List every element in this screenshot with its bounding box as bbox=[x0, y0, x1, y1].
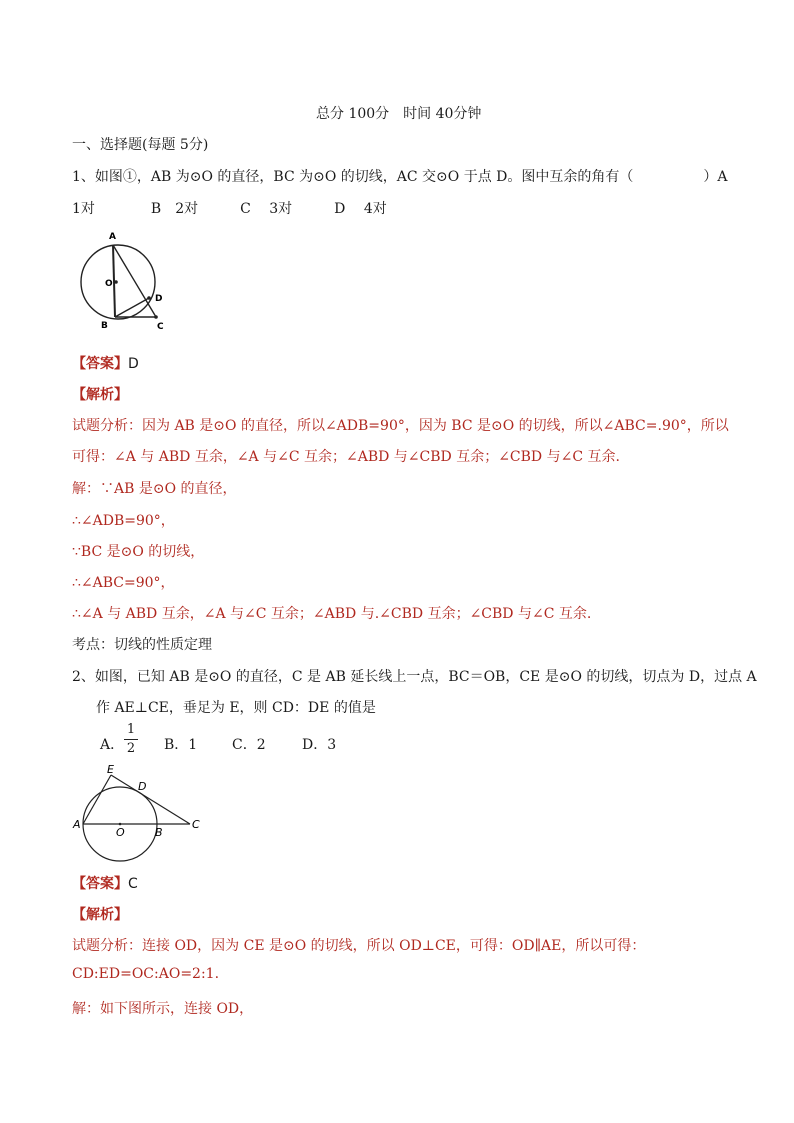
q1-center-point bbox=[114, 280, 118, 284]
q2-label-o: O bbox=[116, 826, 125, 839]
q2-solution-line1: 解：如下图所示，连接 OD， bbox=[72, 1001, 254, 1017]
q2-stem-line2: 作 AE⊥CE，垂足为 E，则 CD：DE 的值是 bbox=[96, 700, 376, 716]
q1-answer-row bbox=[72, 353, 139, 373]
q2-analysis-line1: 试题分析：连接 OD，因为 CE 是⊙O 的切线，所以 OD⊥CE，可得：OD∥AE，所以可得： bbox=[72, 938, 646, 954]
q2-label-b: B bbox=[155, 826, 163, 839]
q2-label-e: E bbox=[107, 763, 114, 776]
q2-answer-row bbox=[72, 873, 138, 893]
page-title: 总分 100分 时间 40分钟 bbox=[316, 106, 482, 122]
q1-point-c bbox=[154, 315, 158, 319]
q1-analysis-line2: 可得：∠A 与 ABD 互余，∠A 与∠C 互余；∠ABD 与∠CBD 互余；∠CBD 与∠C 互余. bbox=[72, 449, 620, 465]
q1-label-b: B bbox=[101, 321, 108, 331]
q1-point-d bbox=[147, 296, 151, 300]
q1-analysis-label: 【解析】 bbox=[72, 387, 128, 403]
q2-fraction-bar bbox=[124, 739, 138, 740]
q2-analysis-label: 【解析】 bbox=[72, 907, 128, 923]
q2-option-a bbox=[100, 734, 124, 754]
q1-kaodian: 考点：切线的性质定理 bbox=[72, 637, 212, 653]
q2-label-d: D bbox=[138, 780, 147, 793]
q2-center-point bbox=[119, 823, 122, 826]
q1-analysis-line1: 试题分析：因为 AB 是⊙O 的直径，所以∠ADB=90°，因为 BC 是⊙O 的切线，所以∠ABC=.90°，所以 bbox=[72, 418, 729, 434]
q1-solution-line: ∴∠A 与 ABD 互余，∠A 与∠C 互余；∠ABD 与.∠CBD 互余；∠CBD 与∠C 互余. bbox=[72, 606, 592, 622]
q2-answer-label: 【答案】 bbox=[72, 876, 128, 892]
q1-solution-line: 解：∵AB 是⊙O 的直径， bbox=[72, 481, 237, 497]
q2-figure bbox=[70, 760, 210, 862]
q1-stem-line2: 1对 B 2对 C 3对 D 4对 bbox=[72, 201, 387, 217]
q2-tangent-ce bbox=[111, 775, 190, 824]
q2-option-a-fraction bbox=[124, 722, 138, 757]
section-title: 一、选择题(每题 5分) bbox=[72, 137, 209, 153]
q1-label-a: A bbox=[109, 232, 116, 242]
q1-answer-label: 【答案】 bbox=[72, 356, 128, 372]
q2-label-a: A bbox=[73, 818, 81, 831]
q2-option-d: D．3 bbox=[302, 737, 337, 753]
q1-stem-line1: 1、如图①，AB 为⊙O 的直径，BC 为⊙O 的切线，AC 交⊙O 于点 D。图中互余的角有（ ）A bbox=[72, 169, 728, 185]
q1-answer-value: D bbox=[128, 356, 139, 372]
q1-label-d: D bbox=[155, 294, 163, 304]
q2-option-b: B．1 bbox=[164, 737, 198, 753]
q2-analysis-line2: CD:ED=OC:AO=2:1. bbox=[72, 966, 220, 982]
q2-label-c: C bbox=[192, 818, 200, 831]
q2-option-a-prefix: A． bbox=[100, 737, 125, 753]
q1-figure bbox=[76, 228, 176, 334]
q2-answer-value: C bbox=[128, 876, 138, 892]
q1-solution-line: ∴∠ADB=90°， bbox=[72, 513, 175, 529]
q2-line-ae bbox=[83, 775, 111, 824]
q1-solution-line: ∴∠ABC=90°， bbox=[72, 575, 175, 591]
q2-option-c: C．2 bbox=[232, 737, 266, 753]
q1-circle bbox=[81, 245, 155, 319]
q1-solution-line: ∵BC 是⊙O 的切线， bbox=[72, 544, 205, 560]
q2-stem-line1: 2、如图，已知 AB 是⊙O 的直径，C 是 AB 延长线上一点，BC＝OB，CE 是⊙O 的切线，切点为 D，过点 A bbox=[72, 669, 757, 685]
q1-label-o: O bbox=[105, 279, 113, 289]
q2-fraction-denominator: 2 bbox=[126, 741, 136, 756]
q2-fraction-numerator: 1 bbox=[126, 722, 136, 737]
q1-label-c: C bbox=[157, 322, 164, 332]
